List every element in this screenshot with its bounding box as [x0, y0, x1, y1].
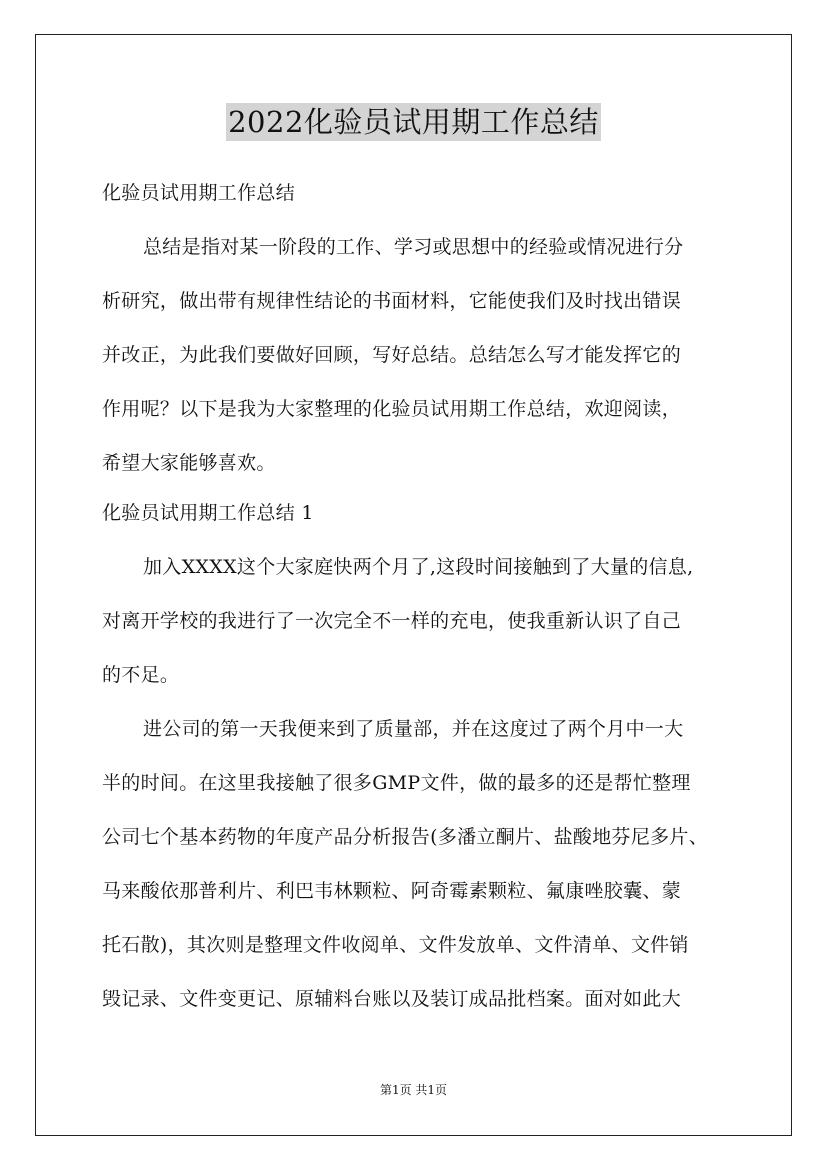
page-footer — [0, 1082, 827, 1098]
section-heading: 化验员试用期工作总结 1 — [102, 502, 314, 524]
paragraph-line: 半的时间。在这里我接触了很多GMP文件，做的最多的还是帮忙整理 — [102, 772, 691, 794]
section-heading: 化验员试用期工作总结 — [102, 182, 296, 204]
document-body — [102, 176, 728, 1036]
paragraph-line: 公司七个基本药物的年度产品分析报告(多潘立酮片、盐酸地芬尼多片、 — [102, 826, 709, 848]
page-number: 第1页 共1页 — [379, 1083, 448, 1097]
paragraph-line: 对离开学校的我进行了一次完全不一样的充电，使我重新认识了自己 — [102, 610, 682, 632]
paragraph-line: 希望大家能够喜欢。 — [102, 452, 276, 474]
paragraph-line: 析研究，做出带有规律性结论的书面材料，它能使我们及时找出错误 — [102, 290, 682, 312]
paragraph-line: 并改正，为此我们要做好回顾，写好总结。总结怎么写才能发挥它的 — [102, 344, 682, 366]
paragraph-line: 加入XXXX这个大家庭快两个月了,这段时间接触到了大量的信息, — [143, 556, 694, 578]
paragraph-line: 作用呢？以下是我为大家整理的化验员试用期工作总结，欢迎阅读， — [102, 398, 682, 420]
title-container — [0, 103, 827, 141]
paragraph-line: 的不足。 — [102, 664, 180, 686]
paragraph-line: 托石散)，其次则是整理文件收阅单、文件发放单、文件清单、文件销 — [102, 934, 689, 956]
paragraph-line: 总结是指对某一阶段的工作、学习或思想中的经验或情况进行分 — [143, 236, 684, 258]
paragraph-line: 马来酸依那普利片、利巴韦林颗粒、阿奇霉素颗粒、氟康唑胶囊、蒙 — [102, 880, 682, 902]
paragraph-line: 毁记录、文件变更记、原辅料台账以及装订成品批档案。面对如此大 — [102, 988, 682, 1010]
paragraph-line: 进公司的第一天我便来到了质量部，并在这度过了两个月中一大 — [143, 718, 684, 740]
document-title: 2022化验员试用期工作总结 — [228, 105, 599, 139]
